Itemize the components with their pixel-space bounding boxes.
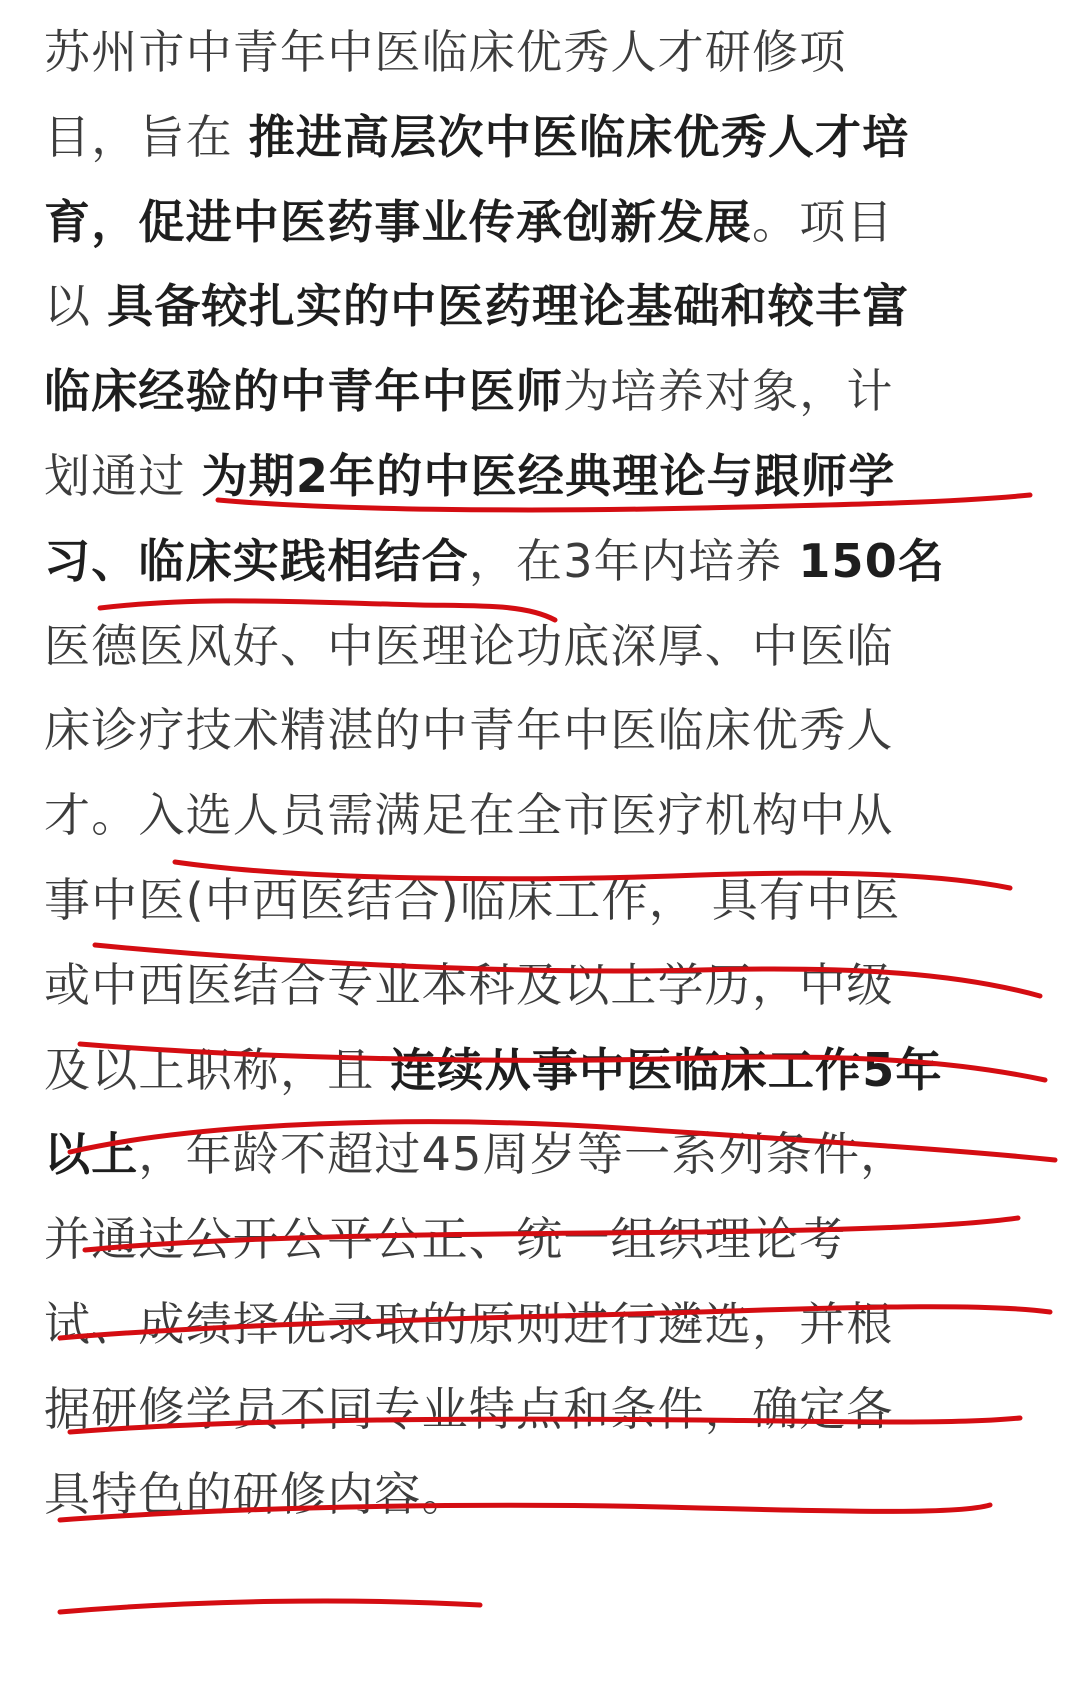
text-segment: 为培养对象，计 [563, 364, 894, 419]
article-line [44, 686, 894, 774]
article-line [44, 347, 894, 435]
article-line [44, 1195, 846, 1283]
text-segment: 医德医风好、中医理论功底深厚、中医临 [44, 618, 894, 673]
bold-text-segment: 育，促进中医药事业传承创新发展 [44, 194, 752, 249]
bold-text-segment: 习、临床实践相结合 [44, 533, 469, 588]
bold-text-segment: 以上 [44, 1127, 139, 1182]
article-line [44, 1110, 907, 1198]
article-line [44, 1450, 469, 1538]
article-line [44, 1365, 894, 1453]
text-segment: ，在3年内培养 [468, 533, 799, 588]
bold-text-segment: 推进高层次中医临床优秀人才培 [248, 109, 910, 164]
article-line [44, 771, 894, 859]
article-line [44, 517, 945, 605]
text-segment: 或中西医结合专业本科及以上学历，中级 [44, 957, 894, 1012]
text-segment: 具特色的研修内容。 [44, 1466, 469, 1521]
article-line [44, 178, 894, 266]
bold-text-segment: 150名 [798, 533, 946, 588]
text-segment: 并通过公开公平公正、统一组织理论考 [44, 1212, 847, 1267]
bold-text-segment: 为期2年的中医经典理论与跟师学 [201, 449, 896, 503]
article-line [44, 1280, 894, 1368]
text-segment: ，年龄不超过45周岁等一系列条件， [138, 1127, 908, 1182]
article-line [44, 602, 894, 690]
text-segment: 事中医(中西医结合)临床工作， 具有中医 [44, 873, 901, 927]
article-line [44, 262, 909, 350]
article-line [44, 93, 909, 181]
underline-mark [60, 1601, 480, 1612]
text-segment: 苏州市中青年中医临床优秀人才研修项 [44, 25, 847, 79]
bold-text-segment: 具备较扎实的中医药理论基础和较丰富 [107, 279, 910, 334]
text-segment: 目，旨在 [44, 109, 249, 164]
text-segment: 以 [44, 279, 108, 334]
article-line [44, 432, 895, 520]
text-segment: 床诊疗技术精湛的中青年中医临床优秀人 [44, 703, 894, 758]
bold-text-segment: 连续从事中医临床工作5年 [390, 1042, 943, 1097]
bold-text-segment: 临床经验的中青年中医师 [44, 364, 564, 419]
text-segment: 及以上职称，且 [44, 1042, 391, 1097]
text-segment: 据研修学员不同专业特点和条件，确定各 [44, 1381, 894, 1436]
text-segment: 才。入选人员需满足在全市医疗机构中从 [44, 788, 894, 843]
article-line [44, 1026, 943, 1114]
article-line [44, 856, 901, 944]
article-line [44, 8, 846, 96]
text-segment: 。项目 [752, 194, 894, 249]
article-line [44, 941, 894, 1029]
text-segment: 试、成绩择优录取的原则进行遴选，并根 [44, 1297, 894, 1351]
text-segment: 划通过 [44, 449, 202, 503]
